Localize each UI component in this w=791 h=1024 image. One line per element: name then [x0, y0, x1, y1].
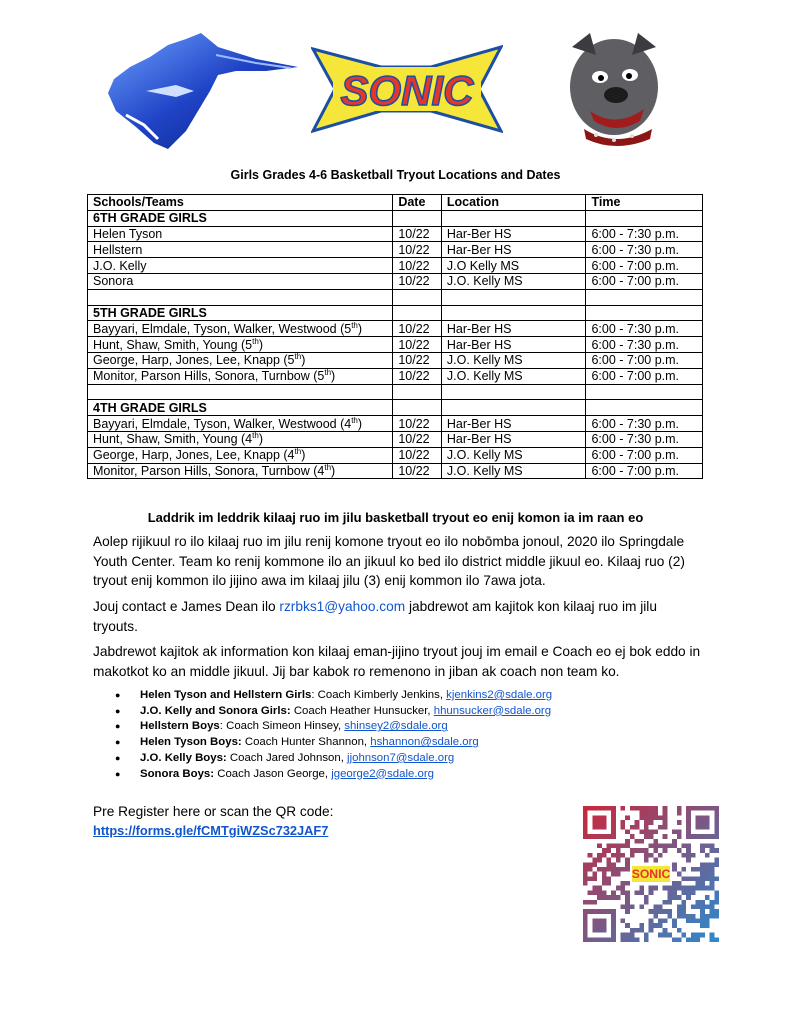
- header-location: Location: [441, 195, 586, 211]
- ordinal-suffix: th: [351, 415, 358, 425]
- location-cell: J.O. Kelly MS: [441, 352, 586, 368]
- coach-name: : Coach Kimberly Jenkins,: [311, 689, 447, 701]
- coach-team: Helen Tyson and Hellstern Girls: [140, 689, 312, 701]
- bullet-icon: ●: [115, 721, 121, 732]
- contact-text-after: jabdrewot am kajitok kon kilaaj ruo im jilu tryouts.: [93, 599, 657, 634]
- table-cell: [441, 305, 586, 321]
- table-cell: [441, 289, 586, 305]
- bullet-icon: ●: [115, 768, 121, 779]
- team-cell: [88, 258, 393, 274]
- date-cell: 10/22: [393, 416, 442, 432]
- team-cell: Monitor, Parson Hills, Sonora, Turnbow (4th): [88, 463, 393, 479]
- table-cell: [586, 210, 703, 226]
- bullet-icon: ●: [115, 705, 121, 716]
- date-cell: 10/22: [393, 226, 442, 242]
- table-section-row: [88, 400, 703, 416]
- team-cell: [88, 242, 393, 258]
- ordinal-suffix: th: [351, 320, 358, 330]
- time-cell: 6:00 - 7:30 p.m.: [586, 431, 703, 447]
- ordinal-suffix: th: [294, 352, 302, 362]
- date-cell: 10/22: [393, 242, 442, 258]
- location-cell: J.O. Kelly MS: [441, 273, 586, 289]
- date-cell: 10/22: [393, 258, 442, 274]
- time-cell: 6:00 - 7:00 p.m.: [586, 352, 703, 368]
- team-name: Monitor, Parson Hills, Sonora, Turnbow (5: [93, 369, 325, 384]
- table-row: [88, 242, 703, 258]
- table-cell: [393, 210, 442, 226]
- team-name: Hellstern: [93, 242, 143, 257]
- coach-email-link[interactable]: jgeorge2@sdale.org: [331, 767, 434, 780]
- table-row: [88, 416, 703, 432]
- header-schools: Schools/Teams: [88, 195, 393, 211]
- location-cell: J.O. Kelly MS: [441, 447, 586, 463]
- coach-list-item: [93, 688, 653, 704]
- time-cell: 6:00 - 7:30 p.m.: [586, 321, 703, 337]
- paragraph-contact: [93, 597, 703, 636]
- team-cell: Monitor, Parson Hills, Sonora, Turnbow (5th): [88, 368, 393, 384]
- section-label: 6TH GRADE GIRLS: [88, 210, 393, 226]
- team-name: J.O. Kelly: [93, 258, 147, 273]
- contact-email-link[interactable]: rzrbks1@yahoo.com: [279, 599, 406, 614]
- team-name: Bayyari, Elmdale, Tyson, Walker, Westwood (5: [93, 321, 352, 336]
- coach-email-link[interactable]: hhunsucker@sdale.org: [433, 704, 552, 717]
- coach-email-link[interactable]: jjohnson7@sdale.org: [347, 751, 455, 764]
- table-cell: [88, 289, 393, 305]
- location-cell: Har-Ber HS: [441, 226, 586, 242]
- coach-list-item: [93, 735, 653, 751]
- coach-email-link[interactable]: kjenkins2@sdale.org: [446, 689, 553, 701]
- location-cell: Har-Ber HS: [441, 416, 586, 432]
- team-name: Hunt, Shaw, Smith, Young (4: [93, 432, 253, 447]
- table-cell: [586, 400, 703, 416]
- team-cell: [88, 273, 393, 289]
- ordinal-suffix: th: [252, 431, 259, 441]
- table-cell: [88, 384, 393, 400]
- date-cell: 10/22: [393, 447, 442, 463]
- team-name: Sonora: [93, 274, 134, 289]
- table-cell: [441, 210, 586, 226]
- coach-team: J.O. Kelly and Sonora Girls:: [140, 704, 291, 717]
- team-name: Hunt, Shaw, Smith, Young (5: [93, 337, 253, 352]
- table-body: [88, 210, 703, 479]
- table-cell: [586, 384, 703, 400]
- coach-list-item: [93, 719, 653, 735]
- coach-name: Coach Hunter Shannon,: [241, 736, 371, 749]
- table-row: [88, 226, 703, 242]
- coach-name: : Coach Simeon Hinsey,: [219, 720, 345, 733]
- coach-email-link[interactable]: hshannon@sdale.org: [370, 736, 479, 749]
- table-row: [88, 352, 703, 368]
- bullet-icon: ●: [115, 752, 121, 763]
- coach-list-item: [93, 751, 653, 767]
- team-name: Bayyari, Elmdale, Tyson, Walker, Westwood (4: [93, 416, 352, 431]
- coach-list-item: [93, 704, 653, 720]
- logo-banner: [0, 25, 791, 150]
- coach-team: Sonora Boys:: [140, 767, 215, 780]
- table-cell: [393, 305, 442, 321]
- location-cell: Har-Ber HS: [441, 431, 586, 447]
- table-row: [88, 273, 703, 289]
- time-cell: 6:00 - 7:30 p.m.: [586, 416, 703, 432]
- date-cell: 10/22: [393, 368, 442, 384]
- team-cell: Bayyari, Elmdale, Tyson, Walker, Westwood (5th): [88, 321, 393, 337]
- coach-team: Hellstern Boys: [140, 720, 220, 733]
- preregister-text: Pre Register here or scan the QR code:: [93, 804, 334, 819]
- team-cell: Hunt, Shaw, Smith, Young (4th): [88, 431, 393, 447]
- time-cell: 6:00 - 7:00 p.m.: [586, 447, 703, 463]
- header-time: Time: [586, 195, 703, 211]
- section-label: 5TH GRADE GIRLS: [88, 305, 393, 321]
- team-cell: George, Harp, Jones, Lee, Knapp (5th): [88, 352, 393, 368]
- table-spacer-row: [88, 289, 703, 305]
- location-cell: Har-Ber HS: [441, 242, 586, 258]
- table-row: [88, 447, 703, 463]
- table-row: [88, 321, 703, 337]
- team-name: George, Harp, Jones, Lee, Knapp (5: [93, 353, 295, 368]
- table-section-row: [88, 210, 703, 226]
- table-spacer-row: [88, 384, 703, 400]
- table-cell: [441, 384, 586, 400]
- time-cell: 6:00 - 7:30 p.m.: [586, 337, 703, 353]
- table-cell: [586, 305, 703, 321]
- time-cell: 6:00 - 7:00 p.m.: [586, 273, 703, 289]
- time-cell: 6:00 - 7:30 p.m.: [586, 242, 703, 258]
- time-cell: 6:00 - 7:30 p.m.: [586, 226, 703, 242]
- coach-name: Coach Jared Johnson,: [226, 751, 348, 764]
- table-cell: [441, 400, 586, 416]
- panther-mascot-logo: [106, 31, 301, 153]
- coach-list-item: [93, 767, 653, 783]
- tryout-schedule-table: [87, 194, 703, 479]
- coach-team: Helen Tyson Boys:: [140, 736, 242, 749]
- page-title: Girls Grades 4-6 Basketball Tryout Locations and Dates: [230, 168, 561, 182]
- coach-name: Coach Heather Hunsucker,: [290, 704, 434, 717]
- subheading: Laddrik im leddrik kilaaj ruo im jilu basketball tryout eo enij komon ia im raan eo: [147, 510, 644, 525]
- date-cell: 10/22: [393, 431, 442, 447]
- date-cell: 10/22: [393, 321, 442, 337]
- preregister-link[interactable]: https://forms.gle/fCMTgiWZSc732JAF7: [93, 823, 329, 838]
- table-cell: [586, 289, 703, 305]
- bullet-icon: ●: [115, 690, 121, 700]
- date-cell: 10/22: [393, 463, 442, 479]
- team-name: Helen Tyson: [93, 226, 163, 241]
- coach-team: J.O. Kelly Boys:: [140, 751, 227, 764]
- team-cell: [88, 226, 393, 242]
- date-cell: 10/22: [393, 273, 442, 289]
- table-header-row: [88, 195, 703, 211]
- time-cell: 6:00 - 7:00 p.m.: [586, 463, 703, 479]
- ordinal-suffix: th: [252, 336, 259, 346]
- time-cell: 6:00 - 7:00 p.m.: [586, 258, 703, 274]
- team-name: George, Harp, Jones, Lee, Knapp (4: [93, 448, 295, 463]
- section-label: 4TH GRADE GIRLS: [88, 400, 393, 416]
- table-row: [88, 258, 703, 274]
- coach-email-link[interactable]: shinsey2@sdale.org: [344, 720, 448, 733]
- location-cell: Har-Ber HS: [441, 321, 586, 337]
- contact-text-before: Jouj contact e James Dean ilo: [93, 599, 280, 614]
- ordinal-suffix: th: [294, 446, 302, 456]
- paragraph-questions: Jabdrewot kajitok ak information kon kilaaj eman-jijino tryout jouj im email e Coach eo ej bok eddo in makotkot ko an middle jikuul. Jij bar kabok ro remenono in jiban ak coach non team ko.: [93, 644, 701, 679]
- table-cell: [393, 384, 442, 400]
- team-name: Monitor, Parson Hills, Sonora, Turnbow (4: [93, 463, 325, 478]
- time-cell: 6:00 - 7:00 p.m.: [586, 368, 703, 384]
- team-cell: Bayyari, Elmdale, Tyson, Walker, Westwood (4th): [88, 416, 393, 432]
- bullet-icon: ●: [115, 737, 121, 748]
- sonic-logo: [311, 43, 503, 135]
- table-row: [88, 431, 703, 447]
- location-cell: J.O. Kelly MS: [441, 368, 586, 384]
- table-row: [88, 337, 703, 353]
- ordinal-suffix: th: [324, 368, 332, 377]
- table-row: [88, 368, 703, 384]
- qr-code[interactable]: [583, 806, 719, 942]
- table-cell: [393, 400, 442, 416]
- table-row: [88, 463, 703, 479]
- paragraph-tryout-info: Aolep rijikuul ro ilo kilaaj ruo im jilu renij komone tryout eo ilo nobōmba jonoul, 2020 ilo Springdale Youth Center. Team ko renij kommone ilo an jikuul ko bed ilo district middle jikuul eo. Kilaaj ruo (2) tryout enij kommon ilo jijino awa im kilaaj jilu (3) enij kommon ilo 7awa jota.: [93, 534, 685, 588]
- table-section-row: [88, 305, 703, 321]
- coach-name: Coach Jason George,: [214, 767, 332, 780]
- location-cell: J.O. Kelly MS: [441, 463, 586, 479]
- table-cell: [393, 289, 442, 305]
- header-date: Date: [393, 195, 442, 211]
- location-cell: J.O Kelly MS: [441, 258, 586, 274]
- date-cell: 10/22: [393, 337, 442, 353]
- team-cell: Hunt, Shaw, Smith, Young (5th): [88, 337, 393, 353]
- bulldog-mascot-logo: [560, 25, 668, 149]
- sonic-logo-text: SONIC: [340, 67, 474, 114]
- ordinal-suffix: th: [324, 462, 332, 472]
- qr-logo-text: SONIC: [631, 867, 671, 882]
- location-cell: Har-Ber HS: [441, 337, 586, 353]
- date-cell: 10/22: [393, 352, 442, 368]
- preregister-block: [93, 802, 333, 840]
- team-cell: George, Harp, Jones, Lee, Knapp (4th): [88, 447, 393, 463]
- coach-list: [93, 688, 653, 782]
